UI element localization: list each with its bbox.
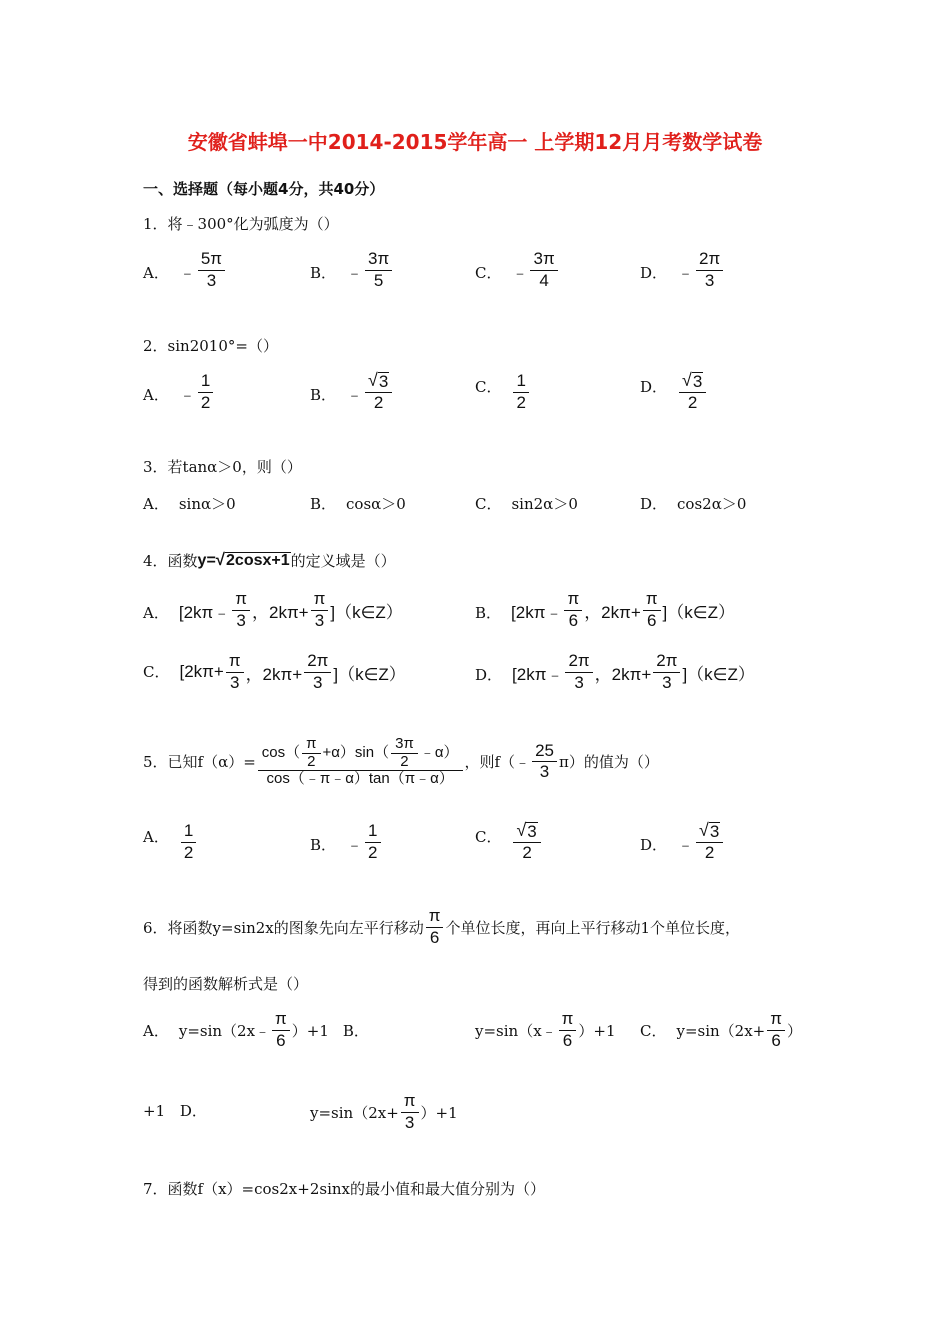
- sign: ﹣: [346, 834, 364, 854]
- question-3-option-c: [475, 493, 578, 514]
- stem-text: 的定义域是（）: [290, 552, 396, 570]
- option-label: A．: [143, 495, 169, 513]
- denominator: 2: [373, 392, 384, 412]
- num-part: +α）sin（: [322, 743, 390, 761]
- denominator: 2: [687, 392, 698, 412]
- option-label: C．: [475, 495, 502, 513]
- denominator: 3: [236, 610, 246, 630]
- expr: y=sin（2x+: [676, 1021, 766, 1040]
- question-4-option-d: [475, 652, 755, 692]
- question-6-option-c-tail: [143, 1100, 207, 1121]
- denominator: 3: [704, 270, 715, 290]
- sqrt-symbol: √: [699, 820, 709, 840]
- denominator: 4: [539, 270, 549, 290]
- num-part: ﹣α）: [419, 743, 459, 761]
- option-label: C．: [475, 263, 502, 282]
- numerator: 1: [513, 372, 528, 393]
- denominator: 3: [314, 610, 325, 630]
- question-6-option-a: [143, 1010, 369, 1050]
- denominator: 6: [429, 927, 440, 947]
- radicand: 3: [692, 372, 703, 391]
- question-3-option-a: [143, 493, 236, 514]
- question-6-stem-line2: 得到的函数解析式是（）: [143, 975, 309, 993]
- denominator: 3: [574, 672, 584, 692]
- option-text: sin2α＞0: [511, 495, 578, 513]
- num-part: cos（: [261, 743, 301, 761]
- radicand: 3: [709, 822, 720, 841]
- interval-end: ]（k∈Z）: [682, 664, 755, 684]
- question-1-option-b: [310, 250, 394, 290]
- page-title: 安徽省蚌埠一中2014-2015学年高一 上学期12月月考数学试卷: [187, 130, 763, 154]
- option-label: B．: [310, 495, 337, 513]
- numerator: 3π: [391, 736, 418, 754]
- sign: ﹣: [346, 262, 364, 282]
- denominator: 6: [771, 1030, 781, 1050]
- interval-start: [2kπ﹣: [512, 664, 564, 684]
- stem-text: 5．已知f（α）=: [143, 753, 256, 772]
- sign: ﹣: [677, 834, 695, 854]
- sign: ﹣: [346, 384, 364, 404]
- interval-mid: ，2kπ+: [245, 664, 303, 684]
- denominator: 2: [516, 392, 526, 412]
- numerator: 2π: [565, 652, 592, 673]
- question-3-option-b: [310, 493, 406, 514]
- option-label: D．: [640, 495, 668, 513]
- denominator: 3: [404, 1112, 415, 1132]
- denominator: 3: [206, 270, 217, 290]
- question-4-option-b: [475, 590, 735, 630]
- option-label: B．: [475, 603, 502, 622]
- question-5-option-c: [475, 822, 543, 863]
- denominator: 2: [522, 842, 532, 862]
- numerator: 25: [532, 742, 557, 763]
- expr: ）+1: [578, 1021, 616, 1040]
- question-2-option-a: [143, 372, 215, 412]
- numerator: π: [226, 652, 244, 673]
- interval-start: [2kπ+: [179, 662, 224, 682]
- question-6-option-c: [640, 1010, 802, 1050]
- numerator: π: [767, 1010, 785, 1031]
- option-label: C．: [640, 1021, 667, 1040]
- numerator: 5π: [198, 250, 225, 271]
- numerator: π: [564, 590, 582, 611]
- radicand: 2cosx+1: [226, 551, 290, 569]
- stem-text: 个单位长度，再向上平行移动1个单位长度，: [445, 918, 741, 937]
- numerator: π: [302, 736, 320, 754]
- interval-mid: ，2kπ+: [584, 602, 641, 622]
- question-1-stem: 1．将﹣300°化为弧度为（）: [143, 215, 339, 233]
- numerator: π: [401, 1092, 419, 1113]
- option-label: C．: [475, 378, 502, 397]
- interval-end: ]（k∈Z）: [330, 602, 403, 622]
- denominator: 6: [568, 610, 579, 630]
- option-label: A．: [143, 828, 169, 847]
- option-label: D．: [640, 835, 668, 854]
- question-6-option-b: [475, 1010, 616, 1050]
- denominator: 2: [200, 392, 211, 412]
- expr: ）+1: [291, 1021, 329, 1040]
- question-2-option-d: [640, 372, 708, 413]
- function-definition: [258, 736, 463, 788]
- sqrt-symbol: √: [368, 370, 378, 390]
- question-3-option-d: [640, 493, 746, 514]
- section-heading: 一、选择题（每小题4分，共40分）: [143, 180, 385, 198]
- question-1-option-a: [143, 250, 227, 290]
- option-label: B．: [310, 385, 337, 404]
- option-text: sinα＞0: [178, 495, 236, 513]
- option-label: C．: [475, 828, 502, 847]
- numerator: π: [426, 907, 444, 928]
- expr: y=sin（2x﹣: [178, 1021, 271, 1040]
- denominator: 3: [662, 672, 672, 692]
- denominator: 6: [276, 1030, 286, 1050]
- option-label: D．: [640, 263, 668, 282]
- stem-text: π）的值为（）: [558, 753, 659, 772]
- numerator: 1: [181, 822, 196, 843]
- option-label: D．: [179, 1102, 207, 1120]
- denominator-expression: cos（﹣π﹣α）tan（π﹣α）: [266, 770, 454, 787]
- expr: ）: [787, 1021, 803, 1040]
- option-label: A．: [143, 263, 169, 282]
- denominator: 2: [704, 842, 715, 862]
- numerator: 2π: [304, 652, 331, 673]
- question-1-option-d: [640, 250, 725, 290]
- expr: y=sin（2x+: [310, 1103, 399, 1122]
- radicand: 3: [527, 822, 537, 841]
- numerator: 1: [365, 822, 380, 843]
- denominator: 3: [229, 672, 240, 692]
- denominator: 6: [562, 1030, 573, 1050]
- interval-end: ]（k∈Z）: [662, 602, 735, 622]
- option-label: B．: [310, 263, 337, 282]
- question-3-stem: 3．若tanα＞0，则（）: [143, 458, 302, 476]
- question-2-option-c: [475, 372, 531, 412]
- stem-text: 4．函数: [143, 552, 198, 570]
- question-4-option-c: [143, 652, 406, 692]
- numerator: π: [643, 590, 661, 611]
- numerator: π: [232, 590, 250, 611]
- expr: ）+1: [420, 1103, 458, 1122]
- stem-text: ，则f（﹣: [464, 753, 531, 772]
- denominator: 2: [307, 752, 316, 770]
- option-label: D．: [475, 665, 503, 684]
- interval-mid: ，2kπ+: [252, 602, 309, 622]
- numerator: 3π: [530, 250, 557, 271]
- sqrt-symbol: √: [215, 549, 226, 569]
- option-label: A．: [143, 603, 169, 622]
- numerator: 1: [198, 372, 213, 393]
- question-1-option-c: [475, 250, 560, 290]
- denominator: 5: [373, 270, 384, 290]
- question-2-option-b: [310, 372, 394, 413]
- denominator: 3: [313, 672, 323, 692]
- numerator: 3π: [365, 250, 392, 271]
- option-label: D．: [640, 378, 668, 397]
- sign: ﹣: [178, 262, 196, 282]
- numerator: π: [311, 590, 329, 611]
- option-label: C．: [143, 663, 170, 682]
- option-label: A．: [143, 385, 169, 404]
- denominator: 6: [646, 610, 657, 630]
- stem-text: 6．将函数y=sin2x的图象先向左平行移动: [143, 918, 424, 937]
- denominator: 2: [400, 752, 409, 770]
- denominator: 2: [368, 842, 378, 862]
- interval-mid: ，2kπ+: [594, 664, 652, 684]
- option-label: B．: [342, 1021, 369, 1040]
- sign: ﹣: [677, 262, 695, 282]
- denominator: 2: [183, 842, 194, 862]
- question-6-stem: [143, 907, 740, 947]
- question-7-stem: 7．函数f（x）=cos2x+2sinx的最小值和最大值分别为（）: [143, 1180, 545, 1198]
- numerator: π: [272, 1010, 290, 1031]
- option-text: cosα＞0: [346, 495, 406, 513]
- numerator: 2π: [653, 652, 680, 673]
- question-2-stem: 2．sin2010°=（）: [143, 337, 278, 355]
- interval-end: ]（k∈Z）: [333, 664, 406, 684]
- radicand: 3: [378, 372, 389, 391]
- sqrt-symbol: √: [682, 370, 692, 390]
- function-y: y=: [197, 551, 216, 569]
- question-5-option-b: [310, 822, 383, 862]
- question-4-option-a: [143, 590, 403, 630]
- option-label: B．: [310, 835, 337, 854]
- sign: ﹣: [178, 384, 196, 404]
- denominator: 3: [539, 762, 550, 782]
- interval-start: [2kπ﹣: [178, 602, 231, 622]
- question-5-option-a: [143, 822, 198, 862]
- expr: +1: [143, 1102, 166, 1120]
- question-6-option-d: [310, 1092, 458, 1132]
- sqrt-symbol: √: [516, 820, 527, 840]
- numerator: 2π: [696, 250, 723, 271]
- interval-start: [2kπ﹣: [511, 602, 563, 622]
- sign: ﹣: [511, 262, 529, 282]
- option-text: cos2α＞0: [677, 495, 747, 513]
- question-4-stem: [143, 550, 396, 571]
- expr: y=sin（x﹣: [475, 1021, 557, 1040]
- option-label: A．: [143, 1021, 169, 1040]
- question-5-stem: [143, 736, 659, 788]
- question-5-option-d: [640, 822, 725, 863]
- numerator: π: [559, 1010, 577, 1031]
